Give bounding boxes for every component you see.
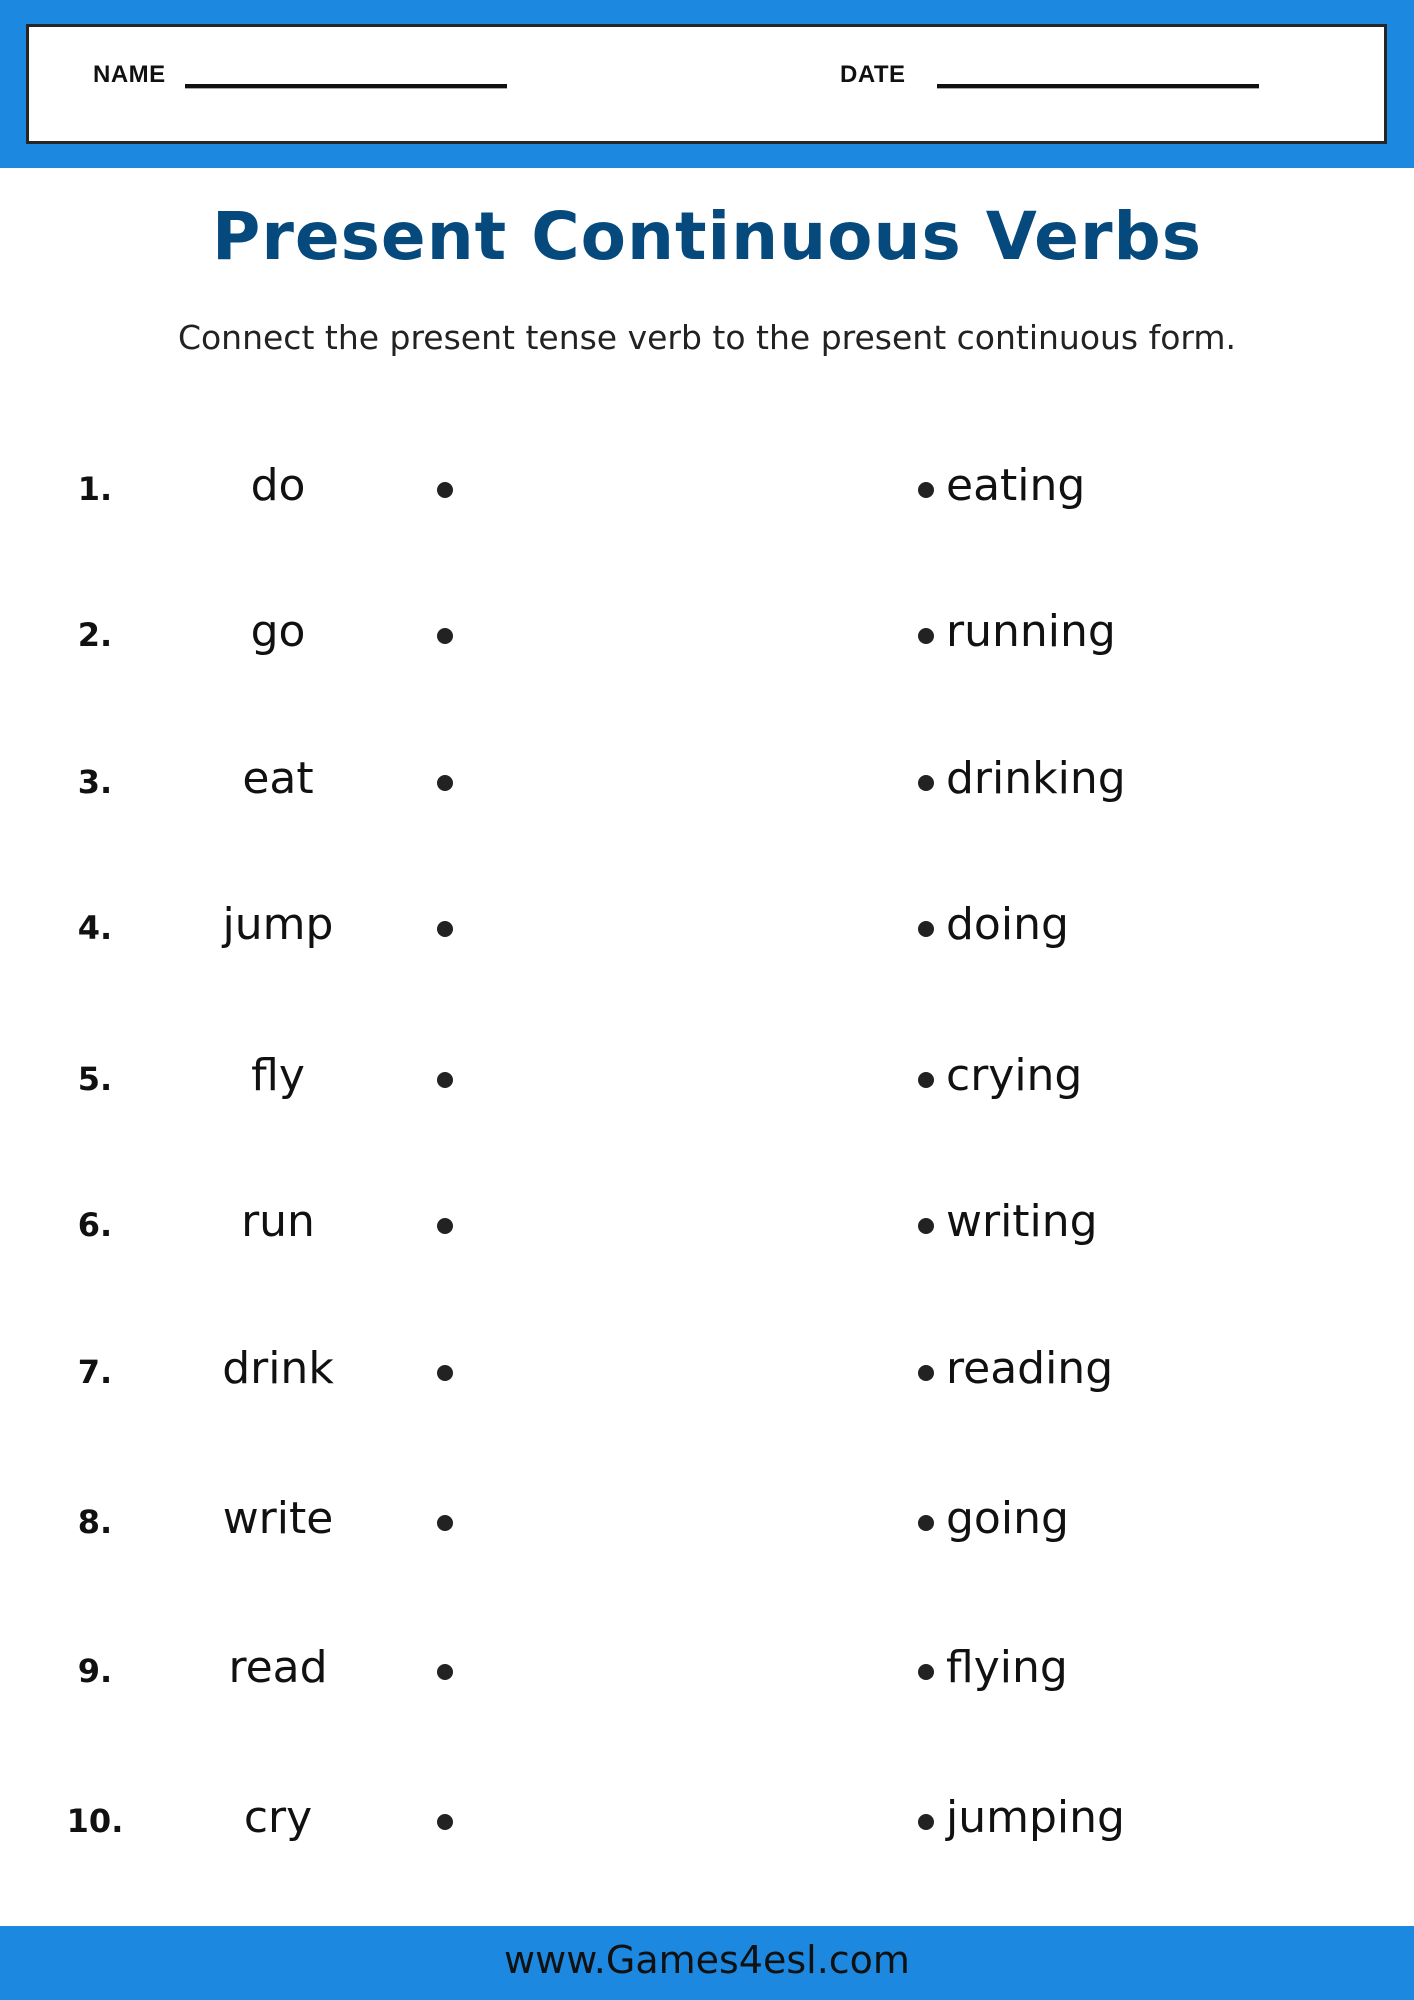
continuous-verb: eating [946, 460, 1086, 511]
continuous-verb: reading [946, 1343, 1114, 1394]
continuous-verb: flying [946, 1642, 1068, 1693]
match-row [0, 460, 1414, 520]
match-row [0, 1493, 1414, 1553]
item-number: 4. [77, 909, 113, 947]
present-verb: write [222, 1493, 334, 1544]
present-verb: fly [251, 1050, 305, 1101]
continuous-verb: crying [946, 1050, 1083, 1101]
present-verb: do [250, 460, 306, 511]
item-number: 9. [77, 1652, 113, 1690]
item-number: 7. [77, 1353, 113, 1391]
left-dot-icon[interactable] [437, 1814, 453, 1830]
left-dot-icon[interactable] [437, 628, 453, 644]
date-label: DATE [840, 61, 906, 88]
website-link[interactable]: www.Games4esl.com [504, 1938, 910, 1982]
right-dot-icon[interactable] [918, 775, 934, 791]
item-number: 10. [66, 1802, 124, 1840]
continuous-verb: drinking [946, 753, 1126, 804]
right-dot-icon[interactable] [918, 1365, 934, 1381]
right-dot-icon[interactable] [918, 1515, 934, 1531]
left-dot-icon[interactable] [437, 1365, 453, 1381]
page-title: Present Continuous Verbs [211, 198, 1203, 275]
present-verb: jump [222, 899, 334, 950]
footer-band [0, 1926, 1414, 2000]
right-dot-icon[interactable] [918, 921, 934, 937]
date-field[interactable] [937, 84, 1259, 88]
match-row [0, 1196, 1414, 1256]
item-number: 5. [77, 1060, 113, 1098]
match-row [0, 1343, 1414, 1403]
name-field[interactable] [185, 84, 507, 88]
present-verb: drink [222, 1343, 334, 1394]
left-dot-icon[interactable] [437, 482, 453, 498]
match-row [0, 606, 1414, 666]
item-number: 3. [77, 763, 113, 801]
match-row [0, 1642, 1414, 1702]
item-number: 1. [77, 470, 113, 508]
right-dot-icon[interactable] [918, 1664, 934, 1680]
right-dot-icon[interactable] [918, 482, 934, 498]
left-dot-icon[interactable] [437, 921, 453, 937]
match-row [0, 1050, 1414, 1110]
present-verb: cry [243, 1792, 313, 1843]
left-dot-icon[interactable] [437, 775, 453, 791]
continuous-verb: writing [946, 1196, 1098, 1247]
present-verb: go [250, 606, 306, 657]
match-row [0, 753, 1414, 813]
present-verb: read [228, 1642, 328, 1693]
instructions: Connect the present tense verb to the present continuous form. [177, 318, 1237, 357]
left-dot-icon[interactable] [437, 1515, 453, 1531]
right-dot-icon[interactable] [918, 1814, 934, 1830]
item-number: 8. [77, 1503, 113, 1541]
present-verb: eat [242, 753, 314, 804]
left-dot-icon[interactable] [437, 1664, 453, 1680]
continuous-verb: going [946, 1493, 1069, 1544]
continuous-verb: running [946, 606, 1116, 657]
item-number: 6. [77, 1206, 113, 1244]
left-dot-icon[interactable] [437, 1072, 453, 1088]
name-label: NAME [93, 61, 166, 88]
header-band [0, 0, 1414, 168]
match-row [0, 899, 1414, 959]
right-dot-icon[interactable] [918, 628, 934, 644]
right-dot-icon[interactable] [918, 1218, 934, 1234]
continuous-verb: jumping [946, 1792, 1125, 1843]
right-dot-icon[interactable] [918, 1072, 934, 1088]
match-row [0, 1792, 1414, 1852]
present-verb: run [241, 1196, 315, 1247]
item-number: 2. [77, 616, 113, 654]
left-dot-icon[interactable] [437, 1218, 453, 1234]
continuous-verb: doing [946, 899, 1069, 950]
